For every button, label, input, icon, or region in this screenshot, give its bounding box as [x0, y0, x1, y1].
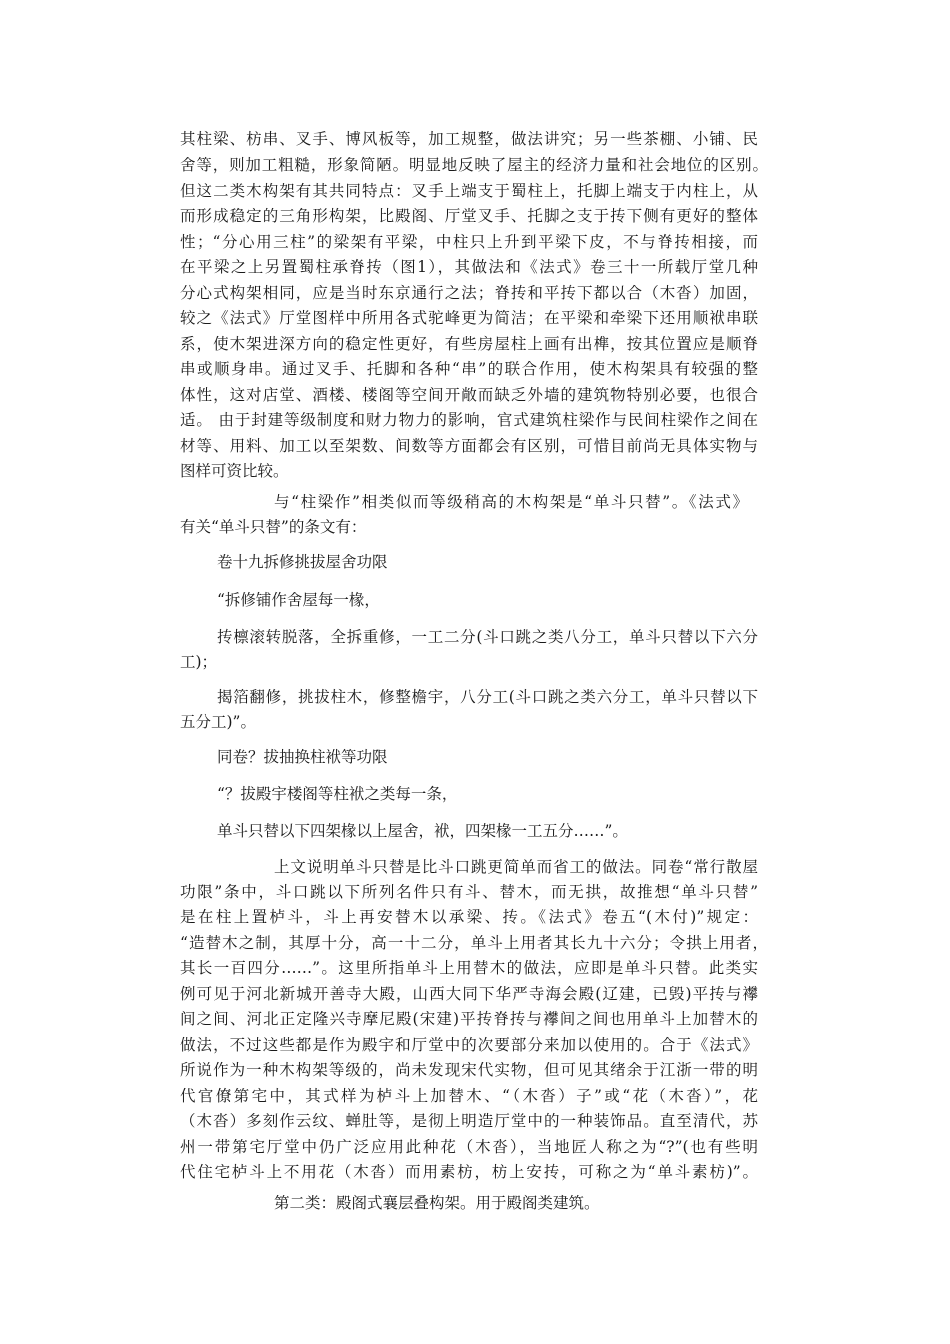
- text-line: 图样可资比较。: [180, 462, 289, 480]
- text-line: “造替木之制，其厚十分，高一十二分，单斗上用者其长九十六分；令拱上用者，: [180, 934, 768, 952]
- text-line: 性；“分心用三柱”的梁架有平梁，中柱只上升到平梁下皮，不与脊抟相接，而: [180, 233, 758, 251]
- text-line: 舍等，则加工粗糙，形象简陋。明显地反映了屋主的经济力量和社会地位的区别。: [180, 156, 768, 174]
- text-line: “？拔殿宇楼阁等柱袱之类每一条，: [217, 785, 458, 803]
- text-line: 有关“单斗只替”的条文有：: [180, 518, 367, 536]
- text-line: “拆修铺作舍屋每一椽，: [217, 591, 380, 609]
- text-line: 同卷？拔抽换柱袱等功限: [217, 748, 388, 766]
- text-line: 而形成稳定的三角形构架，比殿阁、厅堂叉手、托脚之支于抟下侧有更好的整体: [180, 207, 758, 225]
- text-line: 所说作为一种木构架等级的，尚未发现宋代实物，但可见其绪余于江浙一带的明: [180, 1061, 758, 1079]
- text-line: 抟檩滚转脱落，全拆重修，一工二分(斗口跳之类八分工，单斗只替以下六分: [217, 628, 758, 646]
- text-line: 分心式构架相同，应是当时东京通行之法；脊抟和平抟下都以合（木沓）加固，: [180, 284, 758, 302]
- text-line: 是在柱上置栌斗，斗上再安替木以承梁、抟。《法式》卷五“(木付)”规定：: [180, 908, 758, 926]
- text-line: 但这二类木构架有其共同特点：叉手上端支于蜀柱上，托脚上端支于内柱上，从: [180, 182, 758, 200]
- text-line: 较之《法式》厅堂图样中所用各式驼峰更为简洁；在平梁和牵梁下还用顺袱串联: [180, 309, 758, 327]
- text-line: 代官僚第宅中，其式样为栌斗上加替木、“（木沓）子”或“花（木沓）”，花: [180, 1087, 758, 1105]
- text-line: 材等、用料、加工以至架数、间数等方面都会有区别，可惜目前尚无具体实物与: [180, 437, 758, 455]
- text-line: 适。 由于封建等级制度和财力物力的影响，官式建筑柱梁作与民间柱梁作之间在: [180, 411, 758, 429]
- text-line: 单斗只替以下四架椽以上屋舍，袱，四架椽一工五分……”。: [217, 822, 628, 840]
- text-line: 例可见于河北新城开善寺大殿，山西大同下华严寺海会殿(辽建，已毁)平抟与襻: [180, 985, 758, 1003]
- text-line: 体性，这对店堂、酒楼、楼阁等空间开敞而缺乏外墙的建筑物特别必要，也很合: [180, 386, 758, 404]
- text-line: 系，使木架进深方向的稳定性更好，有些房屋柱上画有出榫，按其位置应是顺脊: [180, 335, 758, 353]
- text-line: 其长一百四分……”。这里所指单斗上用替木的做法，应即是单斗只替。此类实: [180, 959, 758, 977]
- text-line: 代住宅栌斗上不用花（木沓）而用素枋，枋上安抟，可称之为“单斗素枋)”。: [180, 1163, 758, 1181]
- text-line: 做法，不过这些都是作为殿宇和厅堂中的次要部分来加以使用的。合于《法式》: [180, 1036, 758, 1054]
- text-line: 揭箔翻修，挑拔柱木，修整檐宇，八分工(斗口跳之类六分工，单斗只替以下: [217, 688, 758, 706]
- text-line: 上文说明单斗只替是比斗口跳更简单而省工的做法。同卷“常行散屋: [274, 858, 758, 876]
- text-line: 串或顺身串。通过叉手、托脚和各种“串”的联合作用，使木构架具有较强的整: [180, 360, 758, 378]
- text-line: 与“柱梁作”相类似而等级稍高的木构架是“单斗只替”。《法式》: [274, 493, 748, 511]
- text-line: 州一带第宅厅堂中仍广泛应用此种花（木沓），当地匠人称之为“?”(也有些明: [180, 1138, 758, 1156]
- text-line: 工)；: [180, 653, 218, 671]
- text-line: 卷十九拆修挑拔屋舍功限: [217, 553, 388, 571]
- text-line: 功限”条中，斗口跳以下所列名件只有斗、替木，而无拱，故推想“单斗只替”: [180, 883, 758, 901]
- text-line: 第二类：殿阁式襄层叠构架。用于殿阁类建筑。: [274, 1194, 600, 1212]
- text-line: （木沓）多刻作云纹、蝉肚等，是彻上明造厅堂中的一种装饰品。直至清代，苏: [180, 1112, 758, 1130]
- text-line: 间之间、河北正定隆兴寺摩尼殿(宋建)平抟脊抟与襻间之间也用单斗上加替木的: [180, 1010, 758, 1028]
- text-line: 五分工)”。: [180, 713, 256, 731]
- text-line: 在平梁之上另置蜀柱承脊抟（图1），其做法和《法式》卷三十一所载厅堂几种: [180, 258, 758, 276]
- text-line: 其柱梁、枋串、叉手、博风板等，加工规整，做法讲究；另一些茶棚、小铺、民: [180, 130, 758, 148]
